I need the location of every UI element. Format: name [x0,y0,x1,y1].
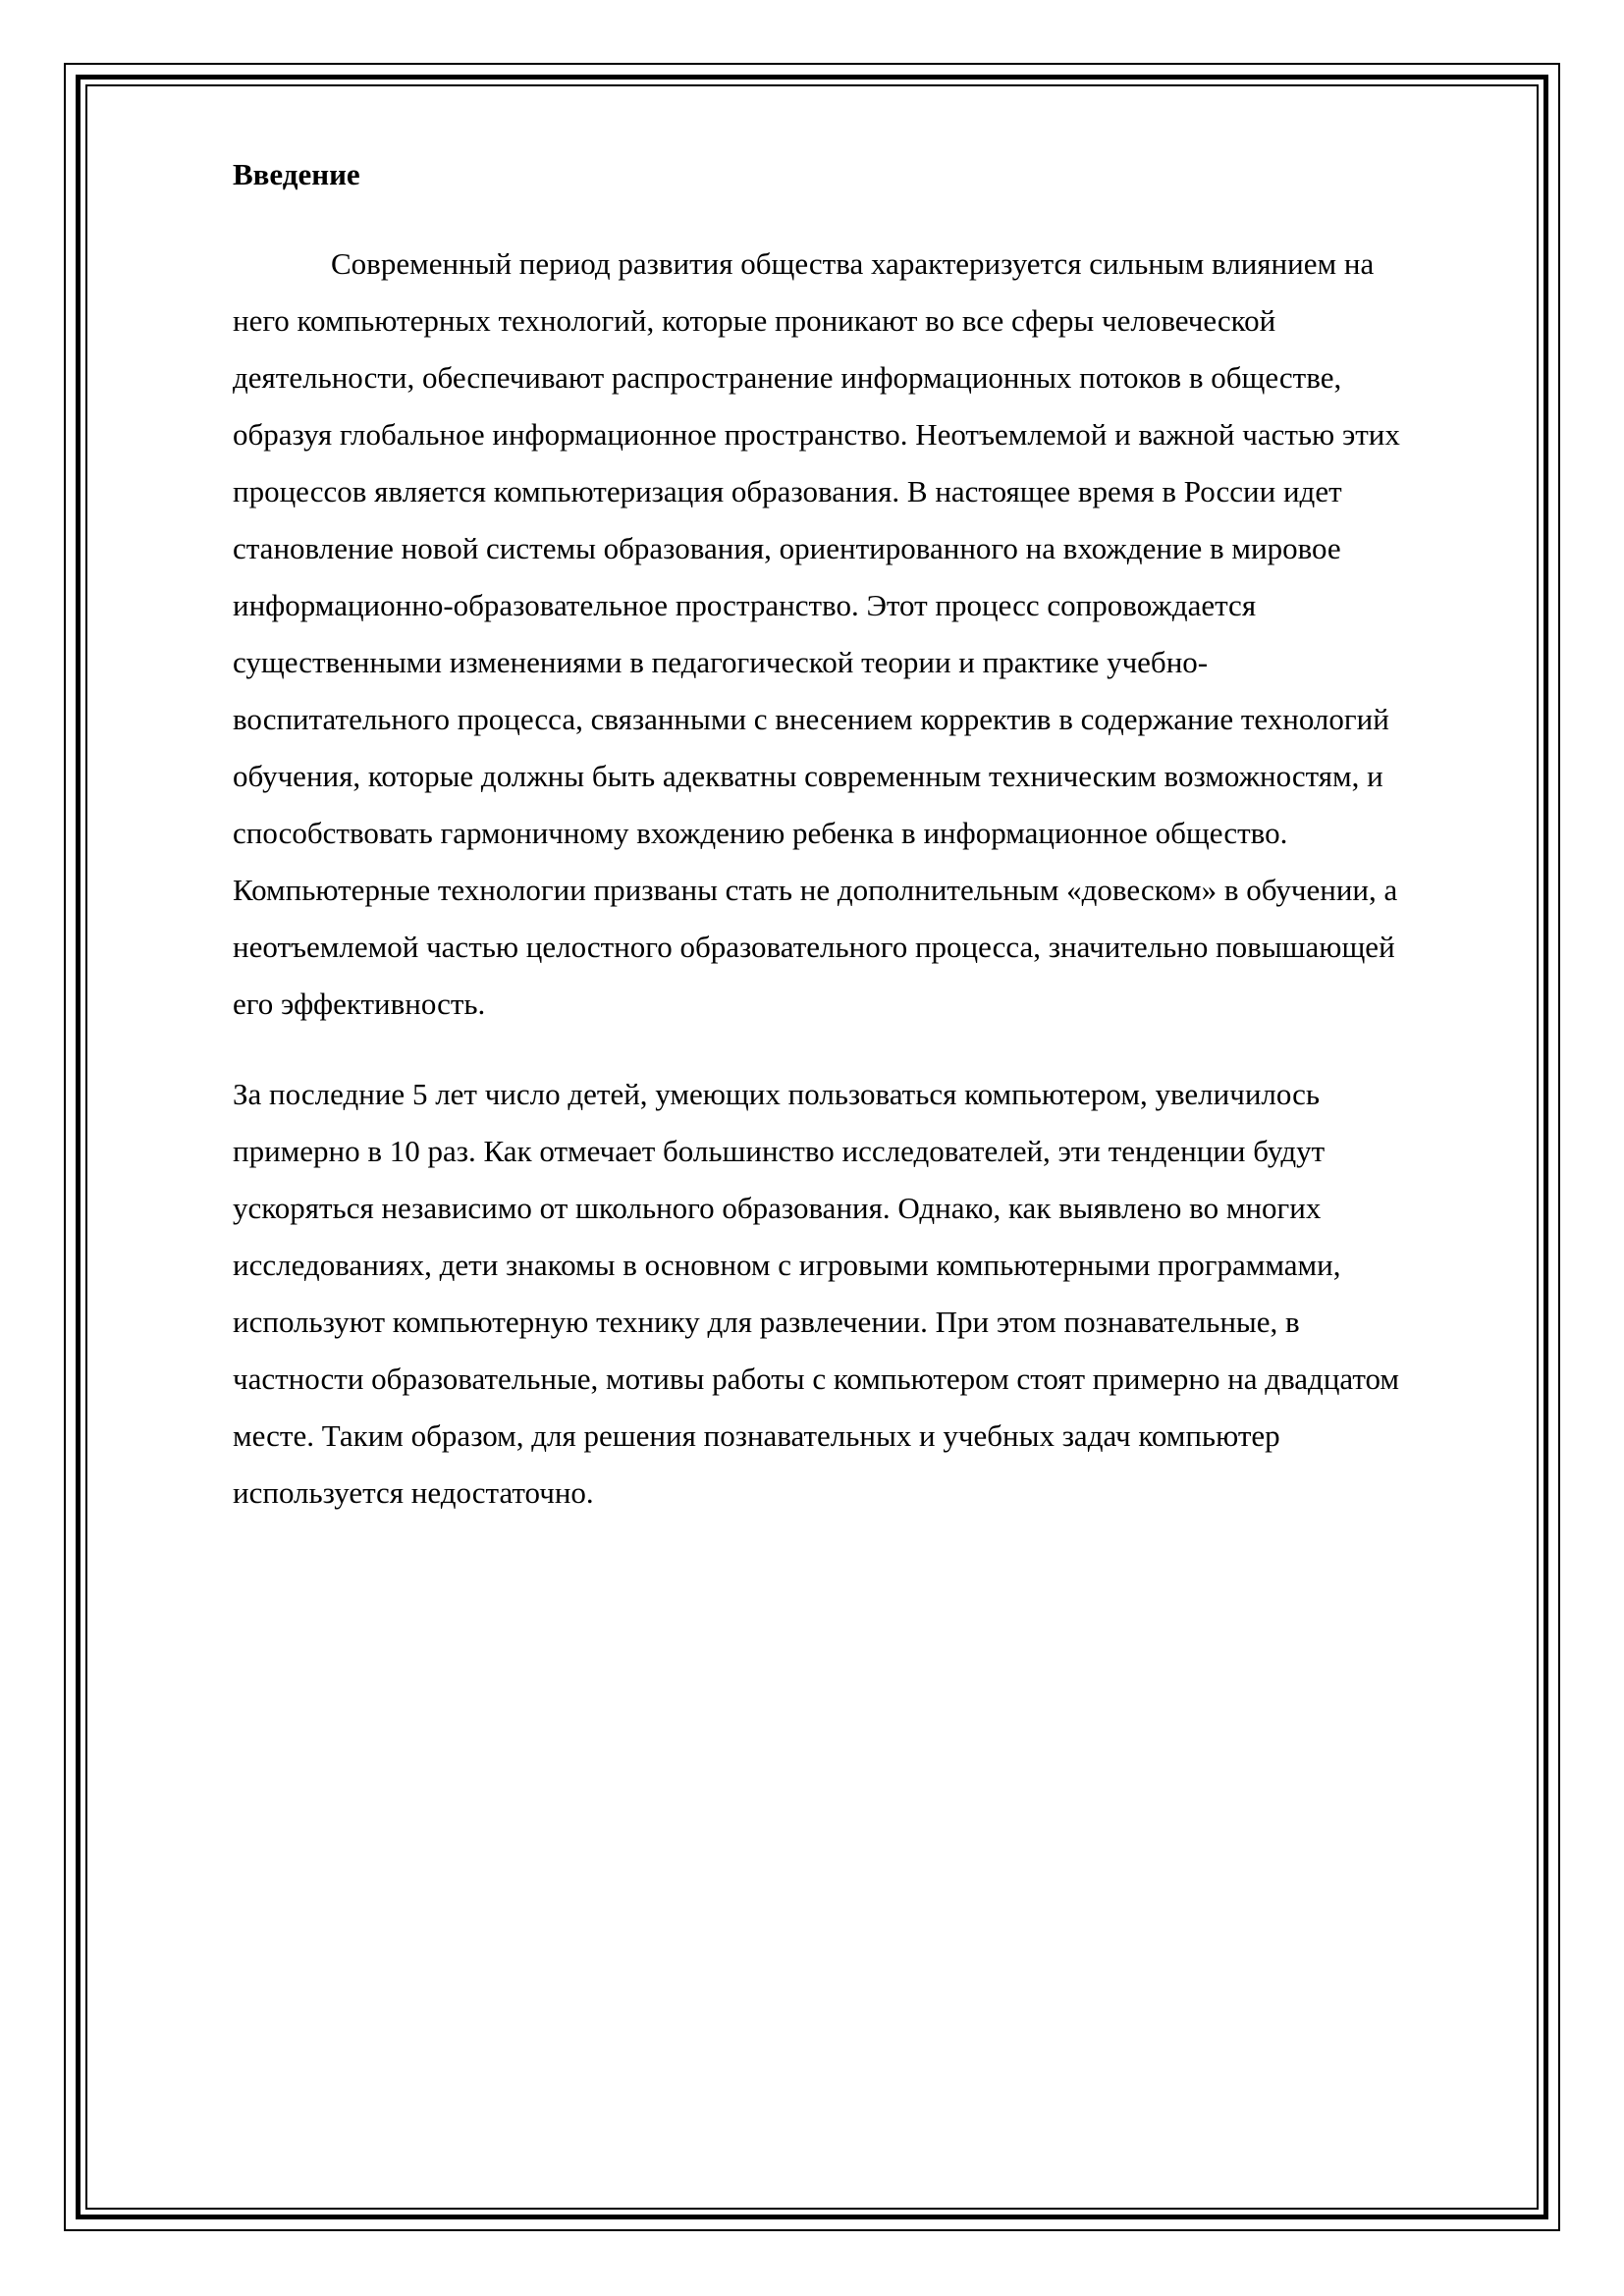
text-line: существенными изменениями в педагогической теории и практике учебно- [233,645,1209,679]
section-heading: Введение [233,157,360,191]
text-line: месте. Таким образом, для решения познавательных и учебных задач компьютер [233,1418,1280,1453]
text-line: используют компьютерную технику для развлечении. При этом познавательные, в [233,1305,1300,1339]
text-line: его эффективность. [233,987,486,1021]
text-line: обучения, которые должны быть адекватны современным техническим возможностям, и [233,759,1383,793]
text-line: него компьютерных технологий, которые проникают во все сферы человеческой [233,303,1276,338]
text-line: используется недостаточно. [233,1475,594,1510]
text-line: процессов является компьютеризация образования. В настоящее время в России идет [233,474,1342,508]
text-line: воспитательного процесса, связанными с внесением корректив в содержание технологий [233,702,1389,736]
text-line: неотъемлемой частью целостного образовательного процесса, значительно повышающей [233,930,1395,964]
text-line: ускоряться независимо от школьного образования. Однако, как выявлено во многих [233,1191,1322,1225]
document-body [233,151,1509,1522]
text-line: Компьютерные технологии призваны стать не дополнительным «довеском» в обучении, а [233,873,1398,907]
paragraph-intro [233,236,1509,1033]
text-line: образуя глобальное информационное пространство. Неотъемлемой и важной частью этих [233,417,1400,452]
text-line: становление новой системы образования, ориентированного на вхождение в мировое [233,531,1341,565]
text-line: исследованиях, дети знакомы в основном с игровыми компьютерными программами, [233,1248,1341,1282]
text-line: способствовать гармоничному вхождению ребенка в информационное общество. [233,816,1288,850]
text-line: информационно-образовательное пространство. Этот процесс сопровождается [233,588,1257,622]
text-line: Современный период развития общества характеризуется сильным влиянием на [331,246,1375,281]
paragraph-statistics [233,1066,1509,1522]
text-line: примерно в 10 раз. Как отмечает большинство исследователей, эти тенденции будут [233,1134,1326,1168]
text-line: деятельности, обеспечивают распространение информационных потоков в обществе, [233,360,1342,395]
text-line: частности образовательные, мотивы работы с компьютером стоят примерно на двадцатом [233,1362,1400,1396]
text-line: За последние 5 лет число детей, умеющих пользоваться компьютером, увеличилось [233,1077,1321,1111]
